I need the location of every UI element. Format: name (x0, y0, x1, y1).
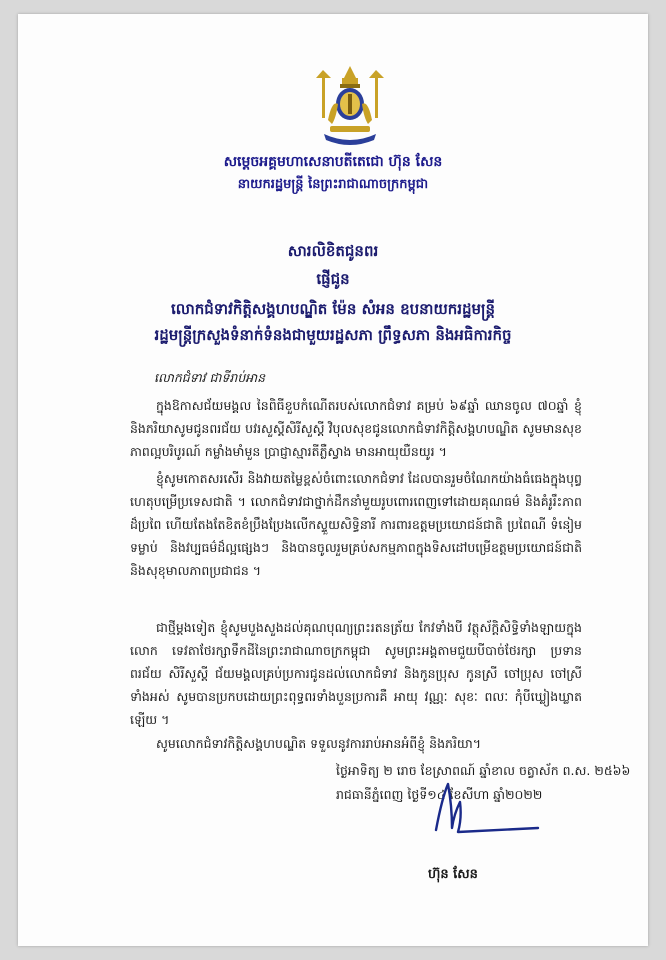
paragraph-3: ជាថ្មីម្តងទៀត ខ្ញុំសូមបួងសួងដល់គុណបុណ្យព្រះរតនត្រ័យ កែវទាំងបី វត្ថុស័ក្តិសិទ្ធិទាំងឡាយក្នុងលោក ទេវតាថែរក្សាទឹកដីនៃព្រះរាជាណាចក្រកម្ពុជា សូមព្រះអង្គតាមជួយបីបាច់ថែរក្សា ប្រទានពរជ័យ សិរីសួស្តី ជ័យមង្គលគ្រប់ប្រការជូនដល់លោកជំទាវ និងកូនប្រុស កូនស្រី ចៅប្រុស ចៅស្រីទាំងអស់ សូមបានប្រកបដោយព្រះពុទ្ធពរទាំងបួនប្រការគឺ អាយុ វណ្ណៈ សុខៈ ពលៈ កុំបីឃ្លៀងឃ្លាតឡើយ ។ (130, 620, 582, 727)
sender-name: សម្តេចអគ្គមហាសេនាបតីតេជោ ហ៊ុន សែន (223, 154, 443, 170)
paragraph-1: ក្នុងឱកាសជ័យមង្គល នៃពិធីខួបកំណើតរបស់លោកជំទាវ គម្រប់ ៦៩ឆ្នាំ ឈានចូល ៧០ឆ្នាំ ខ្ញុំ និងភរិយាសូមជូនពរជ័យ បវរសួស្តីសិរីសួស្តី វិបុលសុខជូនលោកជំទាវកិត្តិសង្គហបណ្ឌិត សូមមានសុខភាពល្អបរិបូរណ៍ កម្លាំងមាំមួន ប្រាជ្ញាស្មារតីភ្លឺស្វាង មានអាយុយឺនយូរ ។ (130, 398, 582, 459)
lunar-date: ថ្ងៃអាទិត្យ ២ រោច ខែស្រាពណ៍ ឆ្នាំខាល ចត្វាស័ក ព.ស. ២៥៦៦ (336, 763, 631, 778)
handwritten-signature (422, 778, 542, 840)
recipient-line-2: រដ្ឋមន្ត្រីក្រសួងទំនាក់ទំនងជាមួយរដ្ឋសភា ព្រឹទ្ធសភា និងអធិការកិច្ច (154, 326, 512, 344)
paragraph-2: ខ្ញុំសូមកោតសរសើរ និងវាយតម្លៃខ្ពស់ចំពោះលោកជំទាវ ដែលបានរួមចំណែកយ៉ាងធំធេងក្នុងបុព្វហេតុបម្រើប្រទេសជាតិ ។ លោកជំទាវជាថ្នាក់ដឹកនាំមួយរូបពោរពេញទៅដោយគុណធម៌ និងគំរូរឹះភាពដ៏ប្រពៃ ហើយតែងតែខិតខំប្រឹងប្រែងលើកស្ទួយសិទ្ធិនារី ការពារឧត្តមប្រយោជន៍ជាតិ ប្រពៃណី ទំនៀមទម្លាប់ និងវប្បធម៌ដ៏ល្អផ្សេងៗ និងបានចូលរួមគ្រប់សកម្មភាពក្នុងទិសដៅបម្រើឧត្តមប្រយោជន៍ជាតិ និងសុខុមាលភាពប្រជាជន ។ (130, 471, 582, 578)
salutation: លោកជំទាវ ជាទីរាប់អាន (154, 370, 266, 385)
signatory-name: ហ៊ុន សែន (428, 867, 478, 882)
addressed-to-heading: ផ្ញើជូន (316, 270, 350, 288)
recipient-line-1: លោកជំទាវកិត្តិសង្គហបណ្ឌិត ម៉ែន សំអន ឧបនាយករដ្ឋមន្ត្រី (170, 300, 496, 318)
paragraph-4: សូមលោកជំទាវកិត្តិសង្គហបណ្ឌិត ទទួលនូវការរាប់អានអំពីខ្ញុំ និងភរិយា។ (156, 736, 482, 751)
letter-page (18, 14, 648, 946)
royal-emblem-icon (314, 64, 386, 148)
solar-date: រាជធានីភ្នំពេញ ថ្ងៃទី១៤ ខែសីហា ឆ្នាំ២០២២ (336, 787, 543, 802)
letter-type-heading: សារលិខិតជូនពរ (287, 242, 379, 260)
sender-title: នាយករដ្ឋមន្ត្រី នៃព្រះរាជាណាចក្រកម្ពុជា (237, 177, 429, 192)
